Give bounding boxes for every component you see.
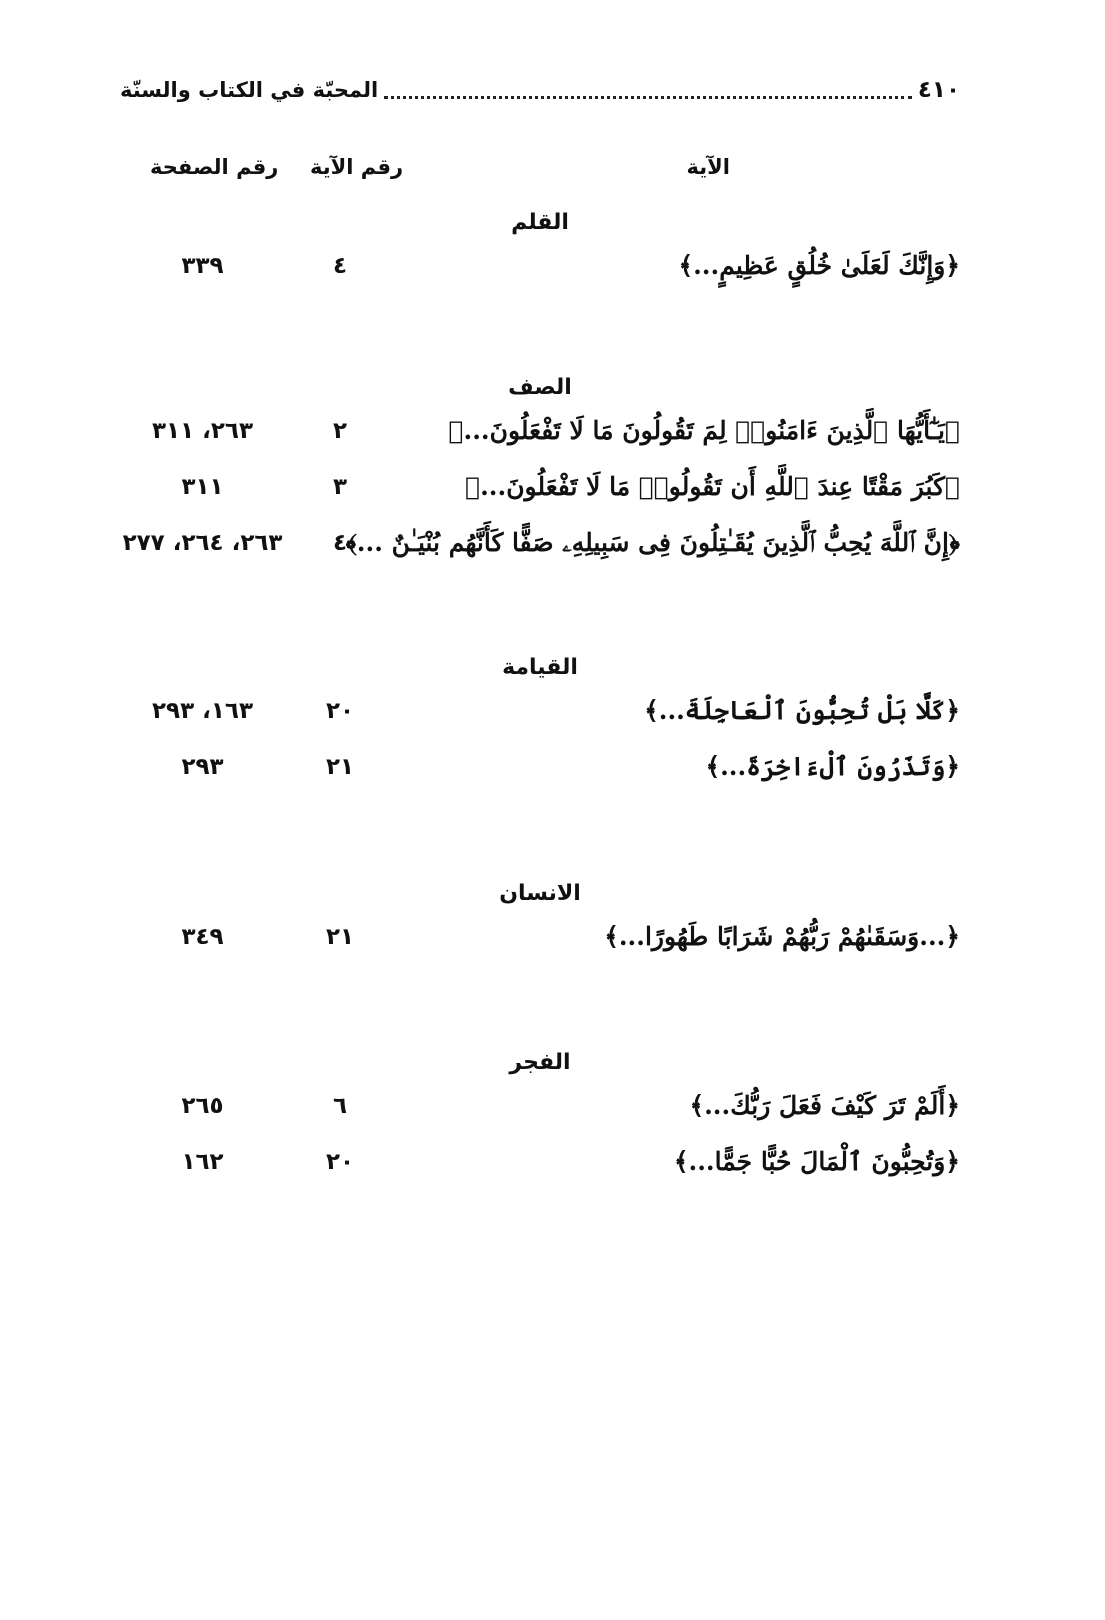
table-row: [120, 464, 960, 520]
table-row: [120, 243, 960, 299]
page-refs: ٢٦٣، ٢٦٤، ٢٧٧: [122, 530, 283, 556]
ayah-number: ٤: [332, 530, 348, 556]
column-header-page-number: رقم الصفحة: [150, 155, 279, 179]
page-refs: ١٦٣، ٢٩٣: [152, 698, 253, 724]
surah-name: الفجر: [509, 1050, 571, 1075]
ayah-number: ٢: [332, 418, 348, 444]
page-number: ٤١٠: [917, 77, 960, 103]
surah-section-qiyamah: [120, 648, 960, 800]
ayah-text: ﴿أَلَمْ تَرَ كَيْفَ فَعَلَ رَبُّكَ...﴾: [689, 1091, 960, 1120]
table-row: [120, 914, 960, 970]
ayah-text: ﴿وَإِنَّكَ لَعَلَىٰ خُلُقٍ عَظِيمٍ...﴾: [678, 251, 960, 280]
surah-name: الصف: [508, 375, 572, 400]
surah-name: القلم: [511, 210, 569, 235]
ayah-text: ﴿كَبُرَ مَقْتًا عِندَ ٱللَّهِ أَن تَقُولُوا۟ مَا لَا تَفْعَلُونَ...﴾: [465, 472, 960, 501]
page-refs: ٣٤٩: [181, 924, 224, 950]
column-header-row: [120, 155, 960, 195]
table-row: [120, 744, 960, 800]
running-header: [120, 70, 960, 110]
surah-section-fajr: [120, 1043, 960, 1195]
page-refs: ٢٦٣، ٣١١: [152, 418, 253, 444]
header-dot-leader: [384, 82, 912, 99]
ayah-text: ﴿كَلَّا بَلْ تُحِبُّونَ ٱلْعَاجِلَةَ...﴾: [644, 696, 960, 725]
ayah-text: ﴿يَـٰٓأَيُّهَا ٱلَّذِينَ ءَامَنُوا۟ لِمَ تَقُولُونَ مَا لَا تَفْعَلُونَ...﴾: [448, 416, 960, 445]
ayah-number: ٢٠: [325, 698, 355, 724]
ayah-number: ٤: [332, 253, 348, 279]
table-row: [120, 520, 960, 576]
ayah-number: ٢١: [325, 754, 355, 780]
page-refs: ٢٩٣: [181, 754, 224, 780]
surah-section-saff: [120, 368, 960, 576]
table-row: [120, 688, 960, 744]
surah-section-qalam: [120, 203, 960, 299]
page-refs: ٣١١: [181, 474, 224, 500]
ayah-number: ٢٠: [325, 1149, 355, 1175]
ayah-number: ٣: [332, 474, 348, 500]
ayah-number: ٦: [332, 1093, 348, 1119]
surah-section-insan: [120, 874, 960, 970]
book-title: المحبّة في الكتاب والسنّة: [120, 78, 379, 102]
table-row: [120, 408, 960, 464]
surah-name: القيامة: [502, 655, 578, 680]
column-header-ayah: الآية: [686, 155, 730, 179]
page-refs: ٣٣٩: [181, 253, 224, 279]
column-header-ayah-number: رقم الآية: [310, 155, 404, 179]
ayah-number: ٢١: [325, 924, 355, 950]
ayah-text: ﴿...وَسَقَىٰهُمْ رَبُّهُمْ شَرَابًا طَهُورًا...﴾: [604, 922, 960, 951]
ayah-text: ﴿إِنَّ ٱللَّهَ يُحِبُّ ٱلَّذِينَ يُقَـٰتِلُونَ فِى سَبِيلِهِۦ صَفًّا كَأَنَّهُم بُنْيَـٰنٌ ...﴾: [345, 528, 960, 557]
table-row: [120, 1139, 960, 1195]
surah-name: الانسان: [499, 881, 581, 906]
ayah-text: ﴿وَتَذَرُونَ ٱلْءَاخِرَةَ...﴾: [705, 752, 960, 781]
page-refs: ٢٦٥: [181, 1093, 224, 1119]
ayah-text: ﴿وَتُحِبُّونَ ٱلْمَالَ حُبًّا جَمًّا...﴾: [673, 1147, 960, 1176]
page-refs: ١٦٢: [181, 1149, 224, 1175]
table-row: [120, 1083, 960, 1139]
